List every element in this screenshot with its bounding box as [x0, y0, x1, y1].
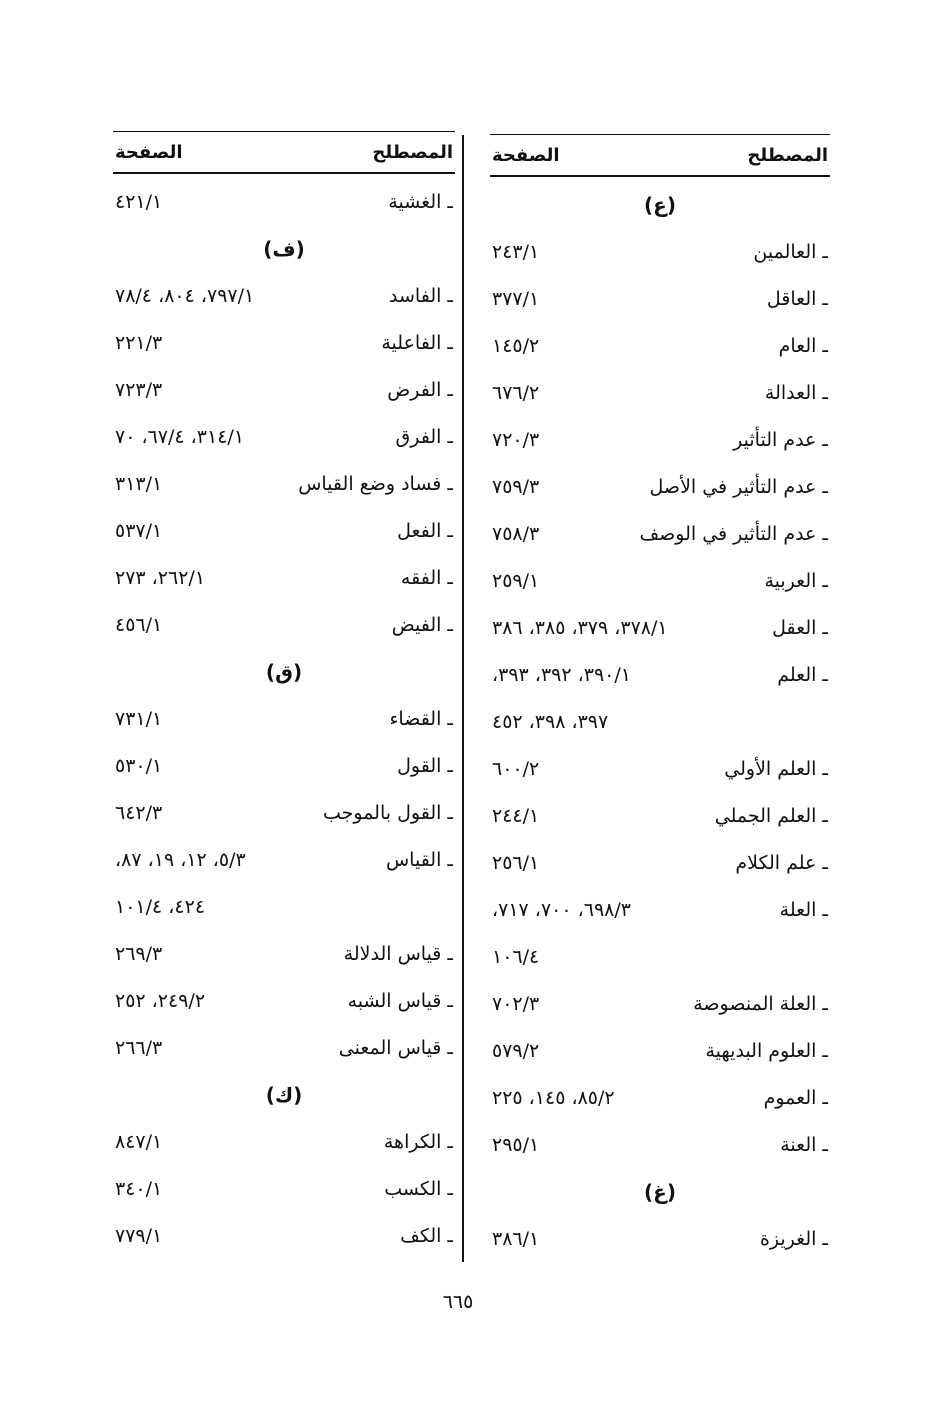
entry-pages: ٧٠٢/٣: [492, 992, 540, 1015]
entry-term: ـ الكسب: [384, 1177, 453, 1200]
entry-pages-continuation: ٣٩٧، ٣٩٨، ٤٥٢: [492, 710, 609, 733]
entry-pages: ٥٣٧/١: [115, 519, 163, 542]
entry-pages: ٥٧٩/٢: [492, 1039, 540, 1062]
entry-term: ـ العلوم البديهية: [705, 1039, 828, 1062]
entry-term: ـ العربية: [764, 569, 828, 592]
entry-term: ـ القول بالموجب: [322, 801, 453, 824]
entry-pages: ٧٢٠/٣: [492, 428, 540, 451]
entry-term: ـ الفاسد: [389, 284, 453, 307]
entry-term: ـ علم الكلام: [735, 851, 828, 874]
letter-heading-text: (ف): [263, 236, 305, 261]
index-entry: [490, 745, 830, 792]
index-entry: [113, 1024, 455, 1071]
entry-term: ـ عدم التأثير: [733, 428, 828, 451]
entry-term: ـ العموم: [763, 1086, 828, 1109]
entry-term: ـ العلة: [779, 898, 828, 921]
entry-pages: ٣٧٧/١: [492, 287, 540, 310]
header-term-label: المصطلح: [372, 141, 453, 163]
column-header: [490, 134, 830, 177]
entry-term: ـ الفيض: [391, 613, 453, 636]
index-entry: [113, 977, 455, 1024]
entry-pages: ٥٣٠/١: [115, 754, 163, 777]
entry-term: ـ عدم التأثير في الوصف: [639, 522, 828, 545]
entry-term: ـ الفعل: [397, 519, 453, 542]
letter-heading-text: (ك): [265, 1082, 303, 1107]
index-entry: [490, 510, 830, 557]
index-entry-continuation: [490, 698, 830, 745]
entry-term: ـ العاقل: [766, 287, 828, 310]
index-entry: [113, 789, 455, 836]
entry-term: ـ الكف: [400, 1224, 453, 1247]
index-entry: [490, 275, 830, 322]
index-entry: [490, 228, 830, 275]
index-entry: [490, 557, 830, 604]
index-entry: [113, 1165, 455, 1212]
index-entry: [490, 792, 830, 839]
letter-heading: [113, 648, 455, 695]
index-entry: [113, 366, 455, 413]
entry-term: ـ العنة: [780, 1133, 828, 1156]
index-entries: [490, 181, 830, 1262]
index-entry: [490, 1215, 830, 1262]
index-entry: [490, 322, 830, 369]
entry-pages: ٦٠٠/٢: [492, 757, 540, 780]
entry-term: ـ العقل: [772, 616, 828, 639]
entry-pages: ٧٩٧/١، ٨٠٤، ٧٨/٤: [115, 284, 255, 307]
entry-pages: ٨٥/٢، ١٤٥، ٢٢٥: [492, 1086, 615, 1109]
entry-pages: ٢٤٩/٢، ٢٥٢: [115, 989, 206, 1012]
entry-pages: ٢٤٤/١: [492, 804, 540, 827]
entry-pages: ٢٢١/٣: [115, 331, 163, 354]
index-entry: [113, 507, 455, 554]
column-divider: [462, 135, 464, 1262]
entry-term: ـ العلم الجملي: [714, 804, 828, 827]
entry-term: ـ العلم الأولي: [724, 757, 828, 780]
index-entry: [113, 460, 455, 507]
index-entry: [113, 742, 455, 789]
entry-term: ـ القياس: [385, 848, 453, 871]
index-entry: [113, 1118, 455, 1165]
index-entry: [490, 839, 830, 886]
entry-pages: ٤٢١/١: [115, 190, 163, 213]
left-column: [113, 131, 455, 1259]
entry-term: ـ العلم: [777, 663, 828, 686]
right-column: [490, 134, 830, 1262]
entry-pages: ٦٩٨/٣، ٧٠٠، ٧١٧،: [492, 898, 631, 921]
entry-pages: ٣١٣/١: [115, 472, 163, 495]
entry-term: ـ قياس المعنى: [338, 1036, 453, 1059]
index-entry: [113, 272, 455, 319]
entry-term: ـ القضاء: [389, 707, 453, 730]
entry-pages: ٤٥٦/١: [115, 613, 163, 636]
index-entry: [490, 463, 830, 510]
index-entry: [113, 319, 455, 366]
entry-pages: ٢٦٩/٣: [115, 942, 163, 965]
entry-pages: ٢٥٩/١: [492, 569, 540, 592]
entry-pages: ٦٧٦/٢: [492, 381, 540, 404]
entry-term: ـ العالمين: [753, 240, 828, 263]
index-entry: [490, 886, 830, 933]
entry-term: ـ الفرض: [387, 378, 453, 401]
entry-pages: ٧٧٩/١: [115, 1224, 163, 1247]
entry-pages: ٢٩٥/١: [492, 1133, 540, 1156]
entry-term: ـ العدالة: [764, 381, 828, 404]
entry-term: ـ قياس الشبه: [347, 989, 453, 1012]
letter-heading: [113, 1071, 455, 1118]
index-entry: [113, 930, 455, 977]
entry-term: ـ الغريزة: [759, 1227, 828, 1250]
entry-pages: ٨٤٧/١: [115, 1130, 163, 1153]
entry-pages: ٧٥٩/٣: [492, 475, 540, 498]
index-entry: [490, 980, 830, 1027]
entry-term: ـ الكراهة: [383, 1130, 453, 1153]
entry-pages: ٢٤٣/١: [492, 240, 540, 263]
entry-term: ـ العام: [778, 334, 828, 357]
index-entry: [113, 413, 455, 460]
entry-term: ـ قياس الدلالة: [343, 942, 453, 965]
letter-heading-text: (ق): [265, 659, 303, 684]
index-entry: [113, 836, 455, 883]
page-number: ٦٦٥: [442, 1291, 474, 1313]
entry-pages: ٣٧٨/١، ٣٧٩، ٣٨٥، ٣٨٦: [492, 616, 668, 639]
entry-term: ـ الفقه: [400, 566, 453, 589]
index-entry: [490, 604, 830, 651]
entry-pages: ٣٤٠/١: [115, 1177, 163, 1200]
letter-heading: [113, 225, 455, 272]
entry-pages: ٢٦٦/٣: [115, 1036, 163, 1059]
entry-term: ـ فساد وضع القياس: [298, 472, 453, 495]
entry-pages: ٧٣١/١: [115, 707, 163, 730]
index-entry: [113, 554, 455, 601]
entry-pages: ٧٢٣/٣: [115, 378, 163, 401]
letter-heading: [490, 181, 830, 228]
entry-term: ـ العلة المنصوصة: [693, 992, 828, 1015]
column-header: [113, 131, 455, 174]
index-entries: [113, 178, 455, 1259]
index-entry-continuation: [113, 883, 455, 930]
entry-term: ـ الغشية: [388, 190, 453, 213]
header-page-label: الصفحة: [115, 141, 183, 163]
index-entry: [113, 1212, 455, 1259]
entry-pages: ٧٥٨/٣: [492, 522, 540, 545]
letter-heading-text: (غ): [644, 1179, 676, 1204]
index-entry-continuation: [490, 933, 830, 980]
entry-term: ـ عدم التأثير في الأصل: [649, 475, 828, 498]
entry-pages: ٣٩٠/١، ٣٩٢، ٣٩٣،: [492, 663, 631, 686]
entry-term: ـ القول: [397, 754, 453, 777]
index-entry: [113, 695, 455, 742]
letter-heading-text: (ع): [644, 192, 676, 217]
entry-term: ـ الفرق: [395, 425, 453, 448]
entry-pages: ٦٤٢/٣: [115, 801, 163, 824]
entry-pages: ٣١٤/١، ٦٧/٤، ٧٠: [115, 425, 245, 448]
entry-pages: ١٤٥/٢: [492, 334, 540, 357]
entry-pages: ٢٦٢/١، ٢٧٣: [115, 566, 206, 589]
header-page-label: الصفحة: [492, 144, 560, 166]
index-entry: [490, 369, 830, 416]
letter-heading: [490, 1168, 830, 1215]
entry-pages-continuation: ١٠٦/٤: [492, 945, 540, 968]
index-entry: [113, 178, 455, 225]
index-entry: [490, 1027, 830, 1074]
entry-pages: ٢٥٦/١: [492, 851, 540, 874]
header-term-label: المصطلح: [747, 144, 828, 166]
index-entry: [490, 1074, 830, 1121]
index-entry: [490, 416, 830, 463]
index-entry: [490, 1121, 830, 1168]
index-entry: [113, 601, 455, 648]
entry-pages: ٥/٣، ١٢، ١٩، ٨٧،: [115, 848, 246, 871]
index-entry: [490, 651, 830, 698]
entry-term: ـ الفاعلية: [381, 331, 453, 354]
entry-pages-continuation: ٤٢٤، ١٠١/٤: [115, 895, 206, 918]
entry-pages: ٣٨٦/١: [492, 1227, 540, 1250]
